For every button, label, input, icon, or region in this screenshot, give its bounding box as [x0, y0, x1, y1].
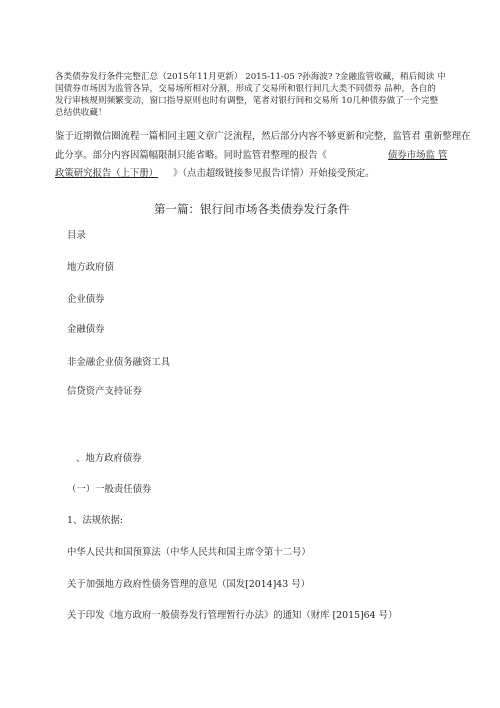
law-basis-heading: 1、法规依据: — [67, 515, 123, 526]
intro-line-2: 国债券市场因为监管各异，交易场所相对分割，形成了交易所和银行间几大类不同债券 品种，各自的 — [55, 84, 436, 94]
law-item: 中华人民共和国预算法（中华人民共和国主席令第十二号） — [67, 547, 311, 558]
toc-item-local-gov-bonds: 地方政府债 — [67, 262, 114, 273]
notice-line-1: 鉴于近期微信圈流程一篇相同主题文章广泛流程，然后部分内容不够更新和完整，监管君 重新整理在 — [55, 131, 471, 142]
law-item: 关于加强地方政府性债务管理的意见（国发[2014]43 号） — [67, 579, 310, 590]
toc-item-financial-bonds: 金融债券 — [67, 324, 105, 335]
toc-item-debt-financing-instruments: 非金融企业债务融资工具 — [67, 357, 171, 368]
intro-line-4: 总结供收藏！ — [55, 108, 107, 118]
section-heading: 、地方政府债券 — [76, 453, 142, 464]
notice-line-2: 此分享。部分内容因篇幅限制只能省略。同时监管君整理的报告《 — [55, 150, 327, 161]
law-item: 关于印发《地方政府一般债券发行管理暂行办法》的通知（财库 [2015]64 号） — [67, 610, 398, 621]
report-link-part-2[interactable]: 政策研究报告（上下册） — [55, 168, 159, 179]
intro-line-3: 发行审核规则频繁变动，窗口指导原则也时有调整，笔者对银行间和交易所 10几种债券做了一个完整 — [55, 96, 439, 106]
chapter-title: 第一篇：银行间市场各类债券发行条件 — [154, 202, 350, 216]
notice-line-3-rest: 》（点击超级链接参见报告详情）开始接受预定。 — [173, 168, 375, 179]
intro-line-1: 各类债券发行条件完整汇总（2015年11月更新） 2015-11-05 ?孙海波? ?金融监管收藏，稍后阅读 中 — [55, 72, 446, 82]
toc-item-enterprise-bonds: 企业债券 — [67, 294, 105, 305]
report-link-part-1[interactable]: 债券市场监 管 — [388, 150, 448, 161]
toc-item-abs: 信贷资产支持证券 — [67, 386, 143, 397]
toc-heading: 目录 — [67, 230, 86, 241]
sub-heading: （一）一般责任债券 — [67, 484, 152, 495]
